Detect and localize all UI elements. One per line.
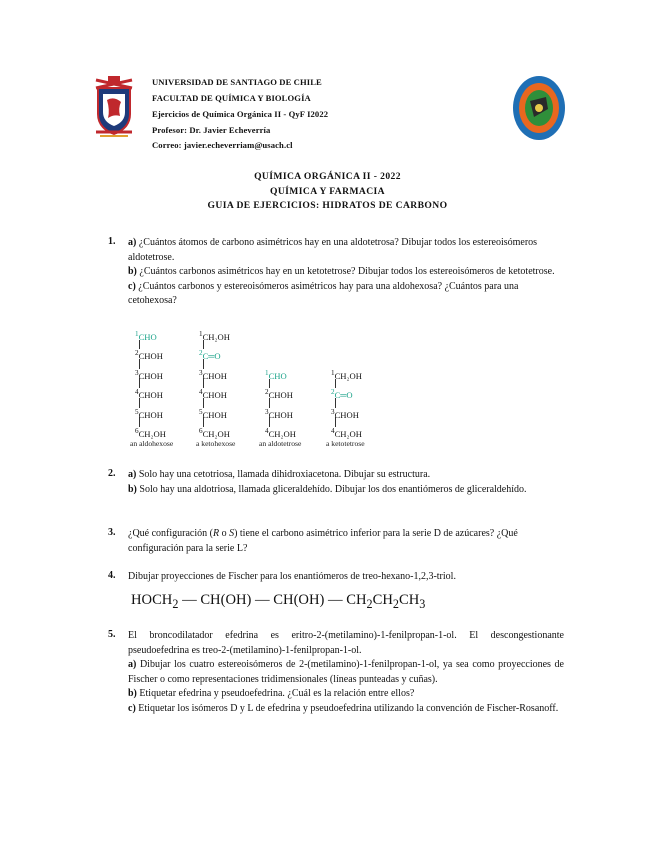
university-name: UNIVERSIDAD DE SANTIAGO DE CHILE bbox=[152, 77, 322, 87]
question-5-intro: El broncodilatador efedrina es eritro-2-(metilamino)-1-fenilpropan-1-ol. El descongestionante pseudoefedrina es treo-2-(metilamino)-1-fenilpropan-1-ol. bbox=[128, 630, 564, 656]
ketotetrose-structure: $^1$CH₂OH $^2$C═O $^3$CHOH $^4$CH₂OH bbox=[331, 369, 362, 440]
aldotetrose-label: an aldotetrose bbox=[259, 439, 302, 448]
question-3-number: 3. bbox=[108, 527, 116, 538]
question-1-body bbox=[128, 236, 564, 309]
question-5c: c) Etiquetar los isómeros D y L de efedrina y pseudoefedrina utilizando la convención de Fischer-Rosanoff. bbox=[128, 702, 559, 714]
faculty-name: FACULTAD DE QUÍMICA Y BIOLOGÍA bbox=[152, 93, 311, 103]
ketohexose-label: a ketohexose bbox=[196, 439, 236, 448]
ketotetrose-label: a ketotetrose bbox=[326, 439, 365, 448]
question-2-number: 2. bbox=[108, 468, 116, 479]
professor-email: Correo: javier.echeverriam@usach.cl bbox=[152, 140, 293, 150]
question-1a: a) ¿Cuántos átomos de carbono asimétricos hay en una aldotetrosa? Dibujar todos los estereoisómeros aldotetrose. bbox=[128, 237, 538, 263]
usach-crest-logo bbox=[90, 74, 138, 142]
guide-title: GUIA DE EJERCICIOS: HIDRATOS DE CARBONO bbox=[207, 200, 448, 211]
question-1-number: 1. bbox=[108, 236, 116, 247]
question-2b: b) Solo hay una aldotriosa, llamada gliceraldehído. Dibujar los dos enantiómeros de gliceraldehído. bbox=[128, 483, 527, 495]
career-title: QUÍMICA Y FARMACIA bbox=[269, 186, 386, 197]
triol-condensed-formula: $HOCH_2$ — CH(OH) — CH(OH) — $CH_2CH_2CH_3$ bbox=[131, 592, 426, 611]
ketohexose-structure: $^1$CH₂OH $^2$C═O $^3$CHOH $^4$CHOH $^5$CHOH $^6$CH₂OH bbox=[199, 330, 230, 439]
aldohexose-structure: $^1$CHO $^2$CHOH $^3$CHOH $^4$CHOH $^5$CHOH $^6$CH₂OH bbox=[135, 330, 166, 439]
qyf-round-logo bbox=[512, 75, 566, 141]
question-5b: b) Etiquetar efedrina y pseudoefedrina. ¿Cuál es la relación entre ellos? bbox=[128, 688, 415, 700]
aldohexose-label: an aldohexose bbox=[130, 439, 174, 448]
course-title: QUÍMICA ORGÁNICA II - 2022 bbox=[254, 171, 401, 182]
question-4-body: Dibujar proyecciones de Fischer para los enantiómeros de treo-hexano-1,2,3-triol. bbox=[128, 571, 456, 582]
aldotetrose-structure: $^1$CHO $^2$CHOH $^3$CHOH $^4$CH₂OH bbox=[265, 369, 296, 440]
question-5a: a) Dibujar los cuatro estereoisómeros de 2-(metilamino)-1-fenilpropan-1-ol, ya sea como proyecciones de Fischer o como representaciones tridimensionales (líneas punteadas y cuñas). bbox=[128, 659, 564, 685]
question-1b: b) ¿Cuántos carbonos asimétricos hay en un ketotetrose? Dibujar todos los estereoisómeros de ketotetrose. bbox=[128, 266, 555, 278]
question-2a: a) Solo hay una cetotriosa, llamada dihidroxiacetona. Dibujar su estructura. bbox=[128, 469, 431, 480]
question-3-body: ¿Qué configuración (R o S) tiene el carbono asimétrico inferior para la serie D de azúcares? ¿Qué configuración para la serie L? bbox=[128, 528, 518, 554]
question-2-body bbox=[128, 468, 564, 497]
question-4-number: 4. bbox=[108, 570, 116, 581]
course-name: Ejercicios de Química Orgánica II - QyF I2022 bbox=[152, 109, 329, 119]
question-5-body bbox=[128, 629, 564, 717]
question-5-number: 5. bbox=[108, 629, 116, 640]
professor-name: Profesor: Dr. Javier Echeverría bbox=[152, 125, 271, 135]
question-1c: c) ¿Cuántos carbonos y estereoisómeros asimétricos hay para una aldohexosa? ¿Cuántos para una cetohexosa? bbox=[128, 280, 519, 307]
